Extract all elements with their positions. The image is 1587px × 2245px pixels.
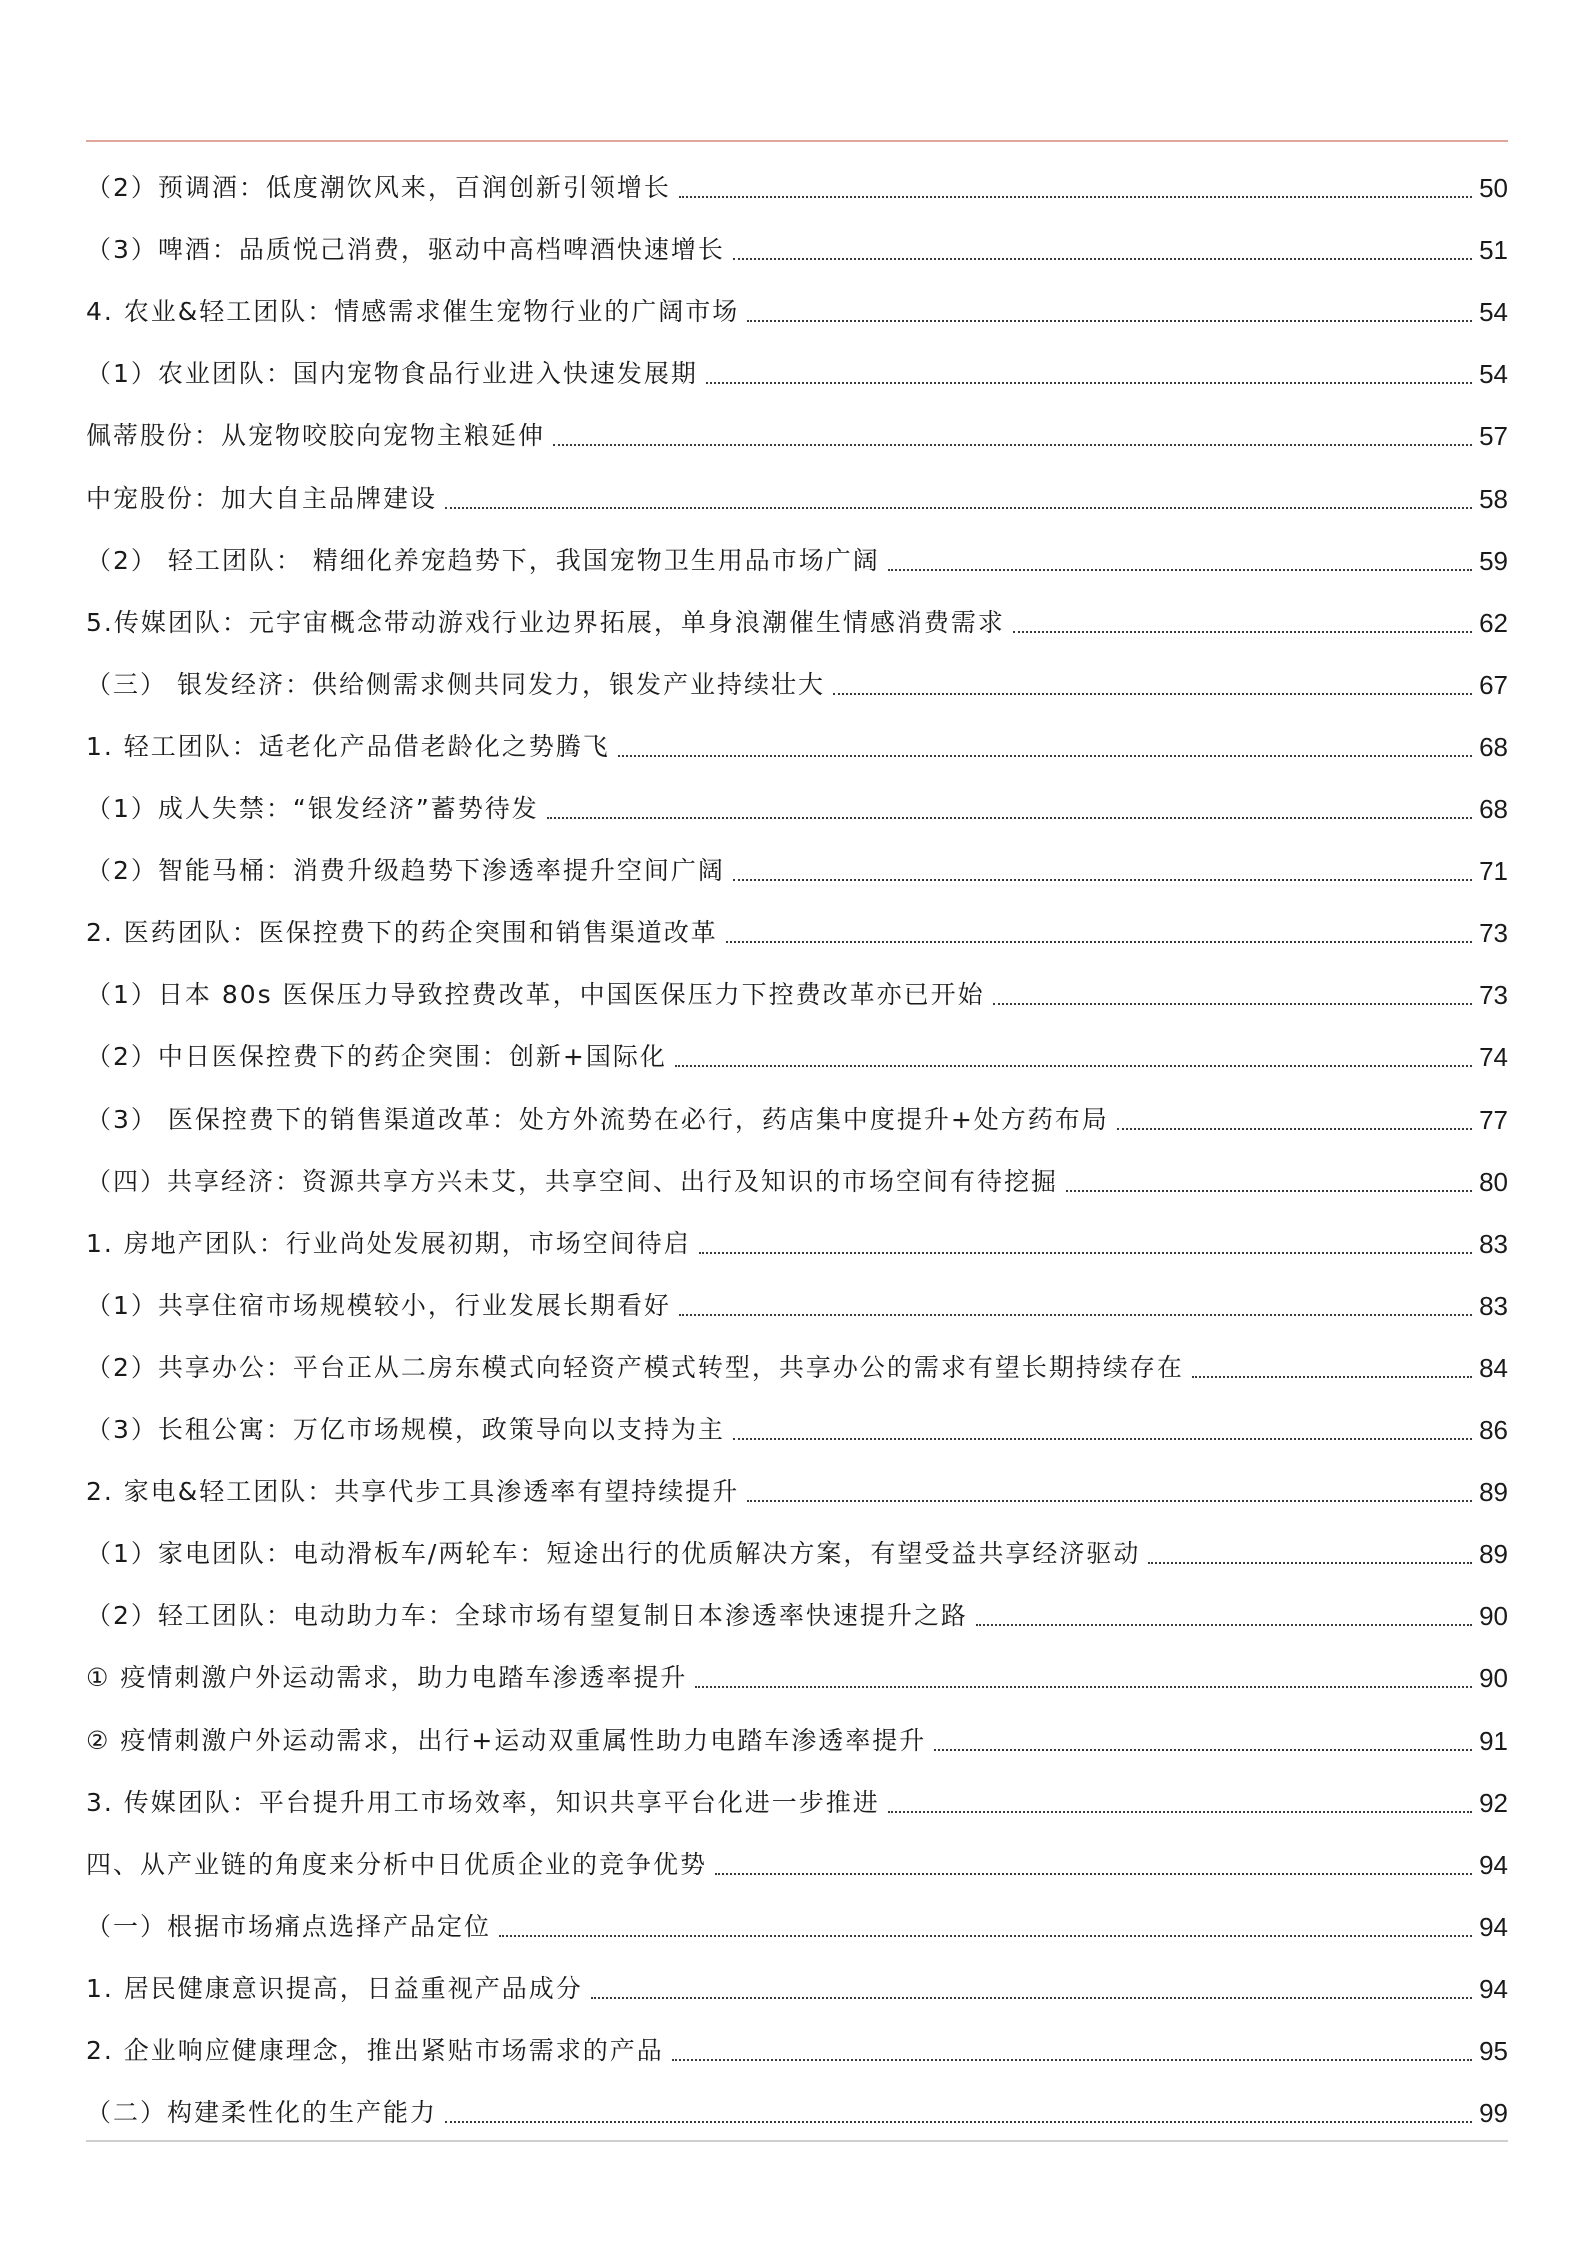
- toc-entry[interactable]: [86, 533, 1508, 577]
- toc-leader-dots: [833, 693, 1472, 695]
- toc-entry-title: （2）共享办公：平台正从二房东模式向轻资产模式转型，共享办公的需求有望长期持续存在: [86, 1352, 1184, 1382]
- footer-divider: [86, 2140, 1508, 2142]
- toc-leader-dots: [547, 817, 1472, 819]
- toc-page-number: 74: [1479, 1042, 1508, 1073]
- toc-page-number: 57: [1479, 421, 1508, 452]
- toc-entry[interactable]: [86, 1650, 1508, 1694]
- toc-entry-title: （一）根据市场痛点选择产品定位: [86, 1911, 492, 1941]
- toc-leader-dots: [445, 507, 1472, 509]
- toc-leader-dots: [733, 258, 1472, 260]
- toc-page-number: 77: [1479, 1104, 1508, 1135]
- toc-entry-title: （2） 轻工团队： 精细化养宠趋势下，我国宠物卫生用品市场广阔: [86, 545, 880, 575]
- toc-page-number: 83: [1479, 1290, 1508, 1321]
- toc-entry-title: 1. 居民健康意识提高，日益重视产品成分: [86, 1973, 583, 2003]
- toc-entry[interactable]: [86, 160, 1508, 204]
- toc-page-number: 90: [1479, 1601, 1508, 1632]
- toc-entry-title: 3. 传媒团队：平台提升用工市场效率，知识共享平台化进一步推进: [86, 1787, 880, 1817]
- toc-leader-dots: [699, 1252, 1472, 1254]
- toc-entry[interactable]: [86, 1837, 1508, 1881]
- toc-entry-title: （2）中日医保控费下的药企突围：创新+国际化: [86, 1042, 667, 1072]
- toc-entry[interactable]: [86, 595, 1508, 639]
- toc-entry-title: （1）农业团队：国内宠物食品行业进入快速发展期: [86, 359, 698, 389]
- toc-leader-dots: [1192, 1376, 1472, 1378]
- toc-leader-dots: [695, 1686, 1472, 1688]
- toc-entry-title: （1）成人失禁：“银发经济”蓄势待发: [86, 794, 539, 823]
- toc-entry[interactable]: [86, 1713, 1508, 1757]
- toc-leader-dots: [747, 1500, 1472, 1502]
- toc-entry[interactable]: [86, 843, 1508, 887]
- toc-page-number: 68: [1479, 731, 1508, 762]
- toc-entry-title: （2）轻工团队：电动助力车：全球市场有望复制日本渗透率快速提升之路: [86, 1601, 968, 1631]
- toc-entry[interactable]: [86, 408, 1508, 452]
- toc-page-number: 89: [1479, 1539, 1508, 1570]
- toc-leader-dots: [618, 755, 1472, 757]
- toc-leader-dots: [1117, 1128, 1472, 1130]
- toc-entry[interactable]: [86, 657, 1508, 701]
- toc-leader-dots: [679, 1314, 1472, 1316]
- toc-page-number: 94: [1479, 1911, 1508, 1942]
- toc-page-number: 58: [1479, 483, 1508, 514]
- toc-page-number: 86: [1479, 1415, 1508, 1445]
- toc-entry[interactable]: [86, 222, 1508, 266]
- toc-entry-title: （1）共享住宿市场规模较小，行业发展长期看好: [86, 1290, 671, 1320]
- toc-entry-title: 1. 房地产团队：行业尚处发展初期，市场空间待启: [86, 1228, 691, 1258]
- toc-leader-dots: [553, 444, 1472, 446]
- toc-page-number: 94: [1479, 1849, 1508, 1880]
- toc-entry[interactable]: [86, 1278, 1508, 1322]
- toc-page-number: 92: [1479, 1787, 1508, 1818]
- toc-leader-dots: [445, 2121, 1472, 2123]
- toc-leader-dots: [1066, 1190, 1472, 1192]
- toc-entry[interactable]: [86, 1775, 1508, 1819]
- toc-leader-dots: [934, 1749, 1472, 1751]
- toc-leader-dots: [976, 1624, 1472, 1626]
- toc-entry[interactable]: [86, 1526, 1508, 1570]
- toc-entry-title: （2）智能马桶：消费升级趋势下渗透率提升空间广阔: [86, 856, 725, 886]
- toc-page-number: 50: [1479, 173, 1508, 203]
- toc-entry-title: ① 疫情刺激户外运动需求，助力电踏车渗透率提升: [86, 1663, 688, 1693]
- toc-entry[interactable]: [86, 1961, 1508, 2005]
- toc-entry[interactable]: [86, 967, 1508, 1011]
- toc-page-number: 73: [1479, 918, 1508, 949]
- toc-leader-dots: [733, 879, 1472, 881]
- header-divider: [86, 140, 1508, 142]
- toc-page-number: 94: [1479, 1973, 1508, 2004]
- toc-page-number: 95: [1479, 2036, 1508, 2066]
- toc-page-number: 99: [1479, 2098, 1508, 2129]
- toc-entry-title: （3）长租公寓：万亿市场规模，政策导向以支持为主: [86, 1415, 725, 1444]
- toc-page-number: 54: [1479, 297, 1508, 328]
- toc-entry[interactable]: [86, 719, 1508, 763]
- toc-entry-title: 5.传媒团队：元宇宙概念带动游戏行业边界拓展，单身浪潮催生情感消费需求: [86, 607, 1005, 637]
- toc-leader-dots: [888, 1811, 1472, 1813]
- toc-leader-dots: [591, 1997, 1472, 1999]
- toc-leader-dots: [706, 382, 1472, 384]
- toc-entry[interactable]: [86, 1092, 1508, 1136]
- toc-entry-title: （三） 银发经济：供给侧需求侧共同发力，银发产业持续壮大: [86, 669, 825, 699]
- toc-leader-dots: [679, 196, 1472, 198]
- toc-entry[interactable]: [86, 1216, 1508, 1260]
- toc-page-number: 67: [1479, 669, 1508, 700]
- toc-entry[interactable]: [86, 471, 1508, 515]
- toc-entry-title: 2. 企业响应健康理念，推出紧贴市场需求的产品: [86, 2036, 664, 2065]
- toc-leader-dots: [726, 941, 1472, 943]
- toc-leader-dots: [672, 2059, 1472, 2061]
- toc-entry-title: （3）啤酒：品质悦己消费，驱动中高档啤酒快速增长: [86, 235, 725, 265]
- toc-entry-title: 佩蒂股份：从宠物咬胶向宠物主粮延伸: [86, 421, 546, 451]
- toc-page-number: 80: [1479, 1166, 1508, 1197]
- toc-page-number: 84: [1479, 1352, 1508, 1383]
- toc-entry[interactable]: [86, 1464, 1508, 1508]
- toc-leader-dots: [888, 569, 1472, 571]
- toc-entry[interactable]: [86, 2085, 1508, 2129]
- toc-entry-title: （2）预调酒：低度潮饮风来，百润创新引领增长: [86, 173, 671, 202]
- toc-page-number: 73: [1479, 980, 1508, 1011]
- toc-entry[interactable]: [86, 1340, 1508, 1384]
- toc-entry[interactable]: [86, 781, 1508, 825]
- toc-page-number: 62: [1479, 607, 1508, 638]
- toc-entry-title: 四、从产业链的角度来分析中日优质企业的竞争优势: [86, 1849, 708, 1879]
- toc-page-number: 59: [1479, 545, 1508, 576]
- toc-page-number: 71: [1479, 856, 1508, 887]
- toc-entry-title: （3） 医保控费下的销售渠道改革：处方外流势在必行，药店集中度提升+处方药布局: [86, 1104, 1109, 1134]
- toc-entry[interactable]: [86, 1029, 1508, 1073]
- toc-entry[interactable]: [86, 346, 1508, 390]
- toc-entry[interactable]: [86, 1899, 1508, 1943]
- toc-leader-dots: [1013, 631, 1472, 633]
- toc-leader-dots: [1148, 1562, 1472, 1564]
- toc-leader-dots: [499, 1935, 1472, 1937]
- toc-leader-dots: [993, 1003, 1472, 1005]
- toc-entry-title: 中宠股份：加大自主品牌建设: [86, 483, 438, 513]
- toc-entry-title: （四）共享经济：资源共享方兴未艾，共享空间、出行及知识的市场空间有待挖掘: [86, 1166, 1059, 1196]
- toc-entry-title: 1. 轻工团队：适老化产品借老龄化之势腾飞: [86, 731, 610, 761]
- toc-page-number: 68: [1479, 794, 1508, 824]
- toc-page-number: 51: [1479, 235, 1508, 266]
- toc-page-number: 54: [1479, 359, 1508, 390]
- toc-entry[interactable]: [86, 284, 1508, 328]
- toc-leader-dots: [715, 1873, 1472, 1875]
- toc-entry[interactable]: [86, 1154, 1508, 1198]
- toc-leader-dots: [733, 1438, 1472, 1440]
- toc-entry-title: （1）日本 80s 医保压力导致控费改革，中国医保压力下控费改革亦已开始: [86, 980, 985, 1010]
- toc-entry[interactable]: [86, 1588, 1508, 1632]
- toc-page-number: 91: [1479, 1725, 1508, 1756]
- toc-page-number: 89: [1479, 1477, 1508, 1508]
- toc-entry-title: （二）构建柔性化的生产能力: [86, 2098, 438, 2128]
- toc-entry-title: （1）家电团队：电动滑板车/两轮车：短途出行的优质解决方案，有望受益共享经济驱动: [86, 1539, 1141, 1569]
- toc-page-number: 90: [1479, 1663, 1508, 1694]
- toc-entry[interactable]: [86, 1402, 1508, 1446]
- toc-entry-title: 2. 家电&轻工团队：共享代步工具渗透率有望持续提升: [86, 1477, 740, 1507]
- toc-entry-title: 4. 农业&轻工团队：情感需求催生宠物行业的广阔市场: [86, 297, 740, 327]
- toc-entry-title: 2. 医药团队：医保控费下的药企突围和销售渠道改革: [86, 918, 718, 948]
- toc-leader-dots: [747, 320, 1472, 322]
- toc-entry-title: ② 疫情刺激户外运动需求，出行+运动双重属性助力电踏车渗透率提升: [86, 1725, 927, 1755]
- toc-entry[interactable]: [86, 2023, 1508, 2067]
- toc-leader-dots: [675, 1065, 1472, 1067]
- toc-page-number: 83: [1479, 1228, 1508, 1259]
- toc-entry[interactable]: [86, 905, 1508, 949]
